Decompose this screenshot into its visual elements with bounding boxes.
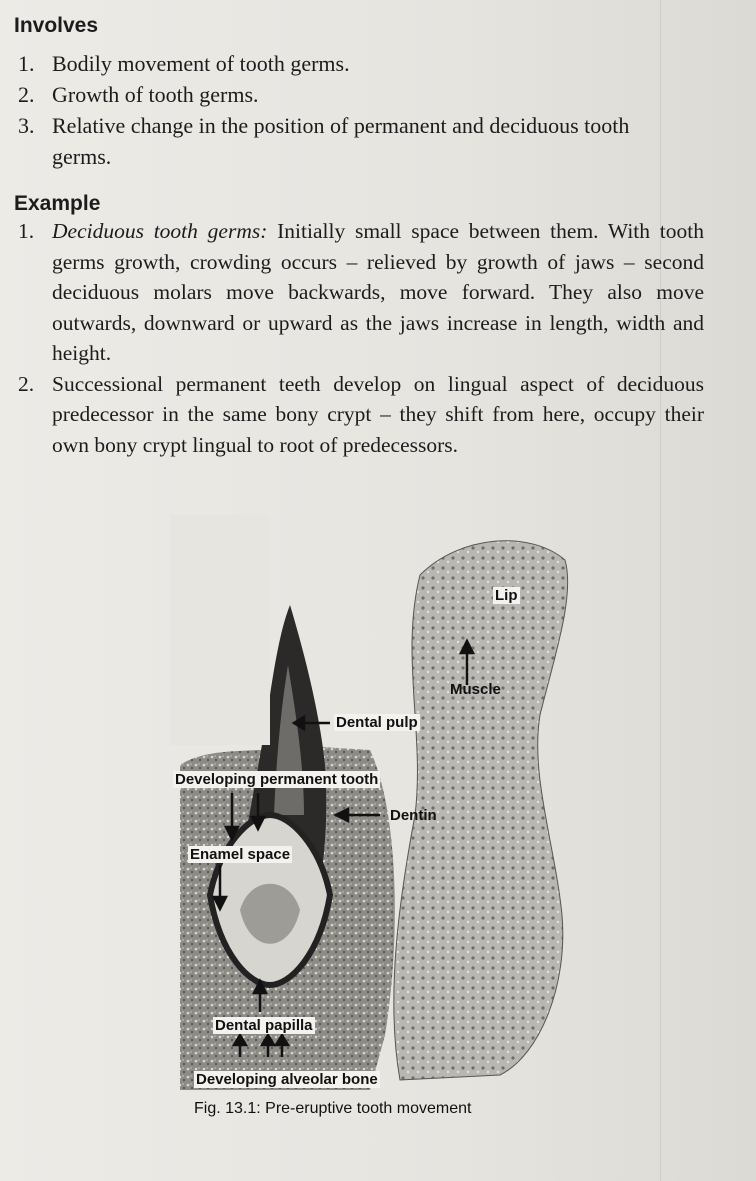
figure-caption: Fig. 13.1: Pre-eruptive tooth movement	[194, 1100, 472, 1117]
list-item-text: Successional permanent teeth develop on lingual aspect of deciduous predecessor in the same bony crypt – they shift from here, occupy their own bony crypt lingual to root of predecessors.	[52, 371, 704, 457]
list-item	[14, 79, 694, 110]
list-item-text: Bodily movement of tooth germs.	[52, 51, 350, 76]
item-number: 2.	[18, 371, 35, 396]
label-developing-alveolar-bone: Developing alveolar bone	[196, 1071, 378, 1088]
label-muscle: Muscle	[450, 681, 501, 698]
list-item-text: Relative change in the position of permanent and deciduous tooth germs.	[52, 113, 630, 169]
label-lip: Lip	[495, 587, 518, 604]
list-item	[14, 48, 694, 79]
histology-micrograph	[170, 515, 582, 1095]
item-number: 3.	[18, 113, 35, 138]
involves-list	[14, 48, 694, 172]
label-dental-pulp: Dental pulp	[336, 714, 418, 731]
page-fold-line	[660, 0, 661, 1181]
list-item-text: Initially small space between them. With tooth germs growth, crowding occurs – relieved by growth of jaws – second deciduous molars move backwards, move forward. They also move outwards, downward or upward as the jaws increase in length, width and height.	[52, 219, 704, 365]
deciduous-term: Deciduous tooth germs:	[52, 219, 268, 243]
list-item	[14, 110, 694, 172]
background-gap	[170, 515, 270, 745]
label-dentin: Dentin	[390, 807, 437, 824]
label-dental-papilla: Dental papilla	[215, 1017, 313, 1034]
list-item	[14, 369, 704, 461]
item-number: 1.	[18, 51, 35, 76]
example-list	[14, 216, 704, 460]
label-developing-permanent-tooth: Developing permanent tooth	[175, 771, 379, 788]
item-number: 2.	[18, 82, 35, 107]
item-number: 1.	[18, 219, 35, 243]
example-heading: Example	[14, 192, 101, 215]
label-enamel-space: Enamel space	[190, 846, 291, 863]
list-item-text: Growth of tooth germs.	[52, 82, 259, 107]
figure-13-1	[170, 515, 582, 1095]
involves-heading: Involves	[14, 14, 99, 37]
list-item	[14, 216, 704, 369]
